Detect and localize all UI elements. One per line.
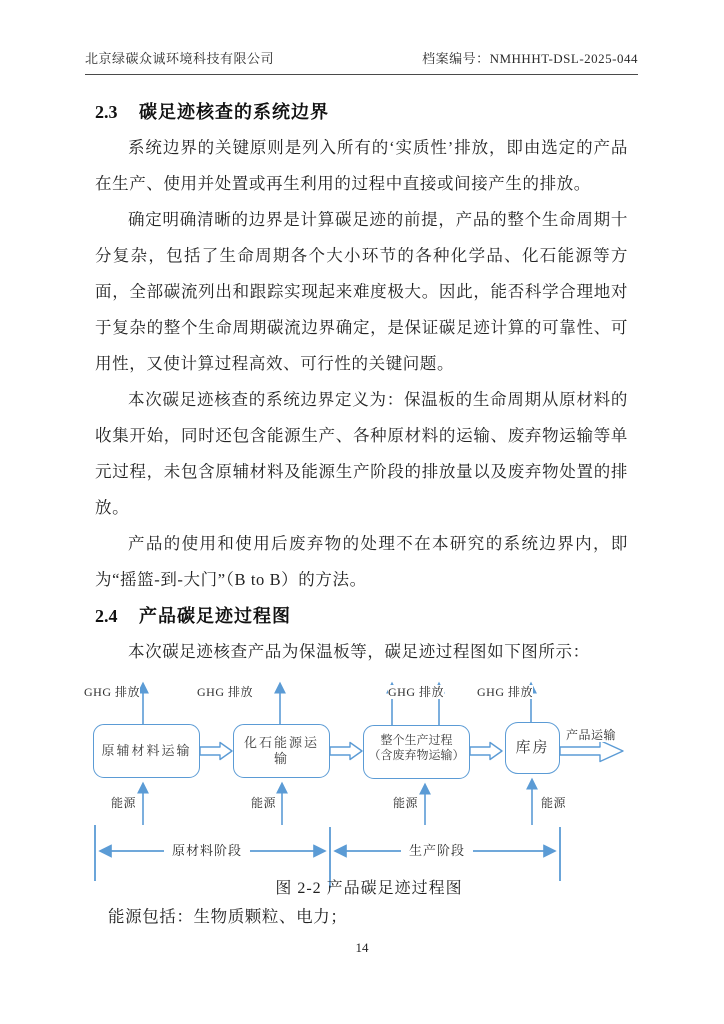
diagram-arrows-layer: [0, 672, 724, 900]
energy-note: 能源包括：生物质颗粒、电力；: [108, 907, 348, 926]
section-2-3-title: 碳足迹核查的系统边界: [139, 102, 329, 122]
process-box-fossil-energy-transport: [233, 724, 330, 778]
process-box-production-process: [363, 725, 470, 779]
page-number: 14: [355, 940, 369, 955]
section-2-4-number: 2.4: [95, 606, 118, 626]
header-company-name: 北京绿碳众诚环境科技有限公司: [85, 51, 275, 66]
paragraph: 本次碳足迹核查的系统边界定义为：保温板的生命周期从原材料的收集开始，同时还包含能源生产、各种原材料的运输、废弃物运输等单元过程，未包含原辅材料及能源生产阶段的排放量以及废弃物处置的排放。: [95, 390, 628, 517]
process-box-raw-material-transport: [93, 724, 200, 778]
section-2-3-number: 2.3: [95, 102, 118, 122]
process-box-label: 原辅材料运输: [101, 743, 192, 758]
header-archive-number: 档案编号：NMHHHT-DSL-2025-044: [422, 51, 638, 66]
ghg-emission-label: GHG 排放: [197, 685, 253, 699]
section-2-4-heading: [95, 598, 628, 634]
paragraph: 系统边界的关键原则是列入所有的‘实质性’排放，即由选定的产品在生产、使用并处置或再生利用的过程中直接或间接产生的排放。: [95, 138, 628, 193]
energy-label: 能源: [251, 796, 277, 810]
paragraph: 确定明确清晰的边界是计算碳足迹的前提，产品的整个生命周期十分复杂，包括了生命周期各个大小环节的各种化学品、化石能源等方面，全部碳流列出和跟踪实现起来难度极大。因此，能否科学合理地对于复杂的整个生命周期碳流边界确定，是保证碳足迹计算的可靠性、可用性，又使计算过程高效、可行性的关键问题。: [95, 210, 628, 373]
paragraph: 产品的使用和使用后废弃物的处理不在本研究的系统边界内，即为“摇篮-到-大门”（B to B）的方法。: [95, 534, 628, 589]
process-box-label: 输: [273, 751, 289, 766]
process-box-label: （含废弃物运输）: [368, 748, 465, 762]
energy-label: 能源: [541, 796, 567, 810]
product-transport-label: 产品运输: [566, 728, 617, 742]
process-box-label: 化石能源运: [243, 735, 319, 750]
section-2-3-heading: [95, 94, 628, 130]
process-box-label: 整个生产过程: [380, 733, 453, 747]
energy-up-arrows: [143, 780, 532, 825]
carbon-footprint-process-diagram: [0, 672, 724, 900]
process-box-label: 库房: [515, 740, 550, 756]
ghg-emission-label: GHG 排放: [84, 685, 140, 699]
ghg-emission-label: GHG 排放: [388, 685, 444, 699]
stage-label-raw-material: 原材料阶段: [164, 843, 250, 859]
section-2-4-title: 产品碳足迹过程图: [139, 606, 291, 626]
paragraph: 本次碳足迹核查产品为保温板等，碳足迹过程图如下图所示：: [128, 642, 590, 661]
energy-label: 能源: [393, 796, 419, 810]
ghg-emission-label: GHG 排放: [477, 685, 533, 699]
page-header: [85, 48, 638, 75]
process-box-warehouse: [505, 722, 560, 774]
figure-caption: 图 2-2 产品碳足迹过程图: [275, 880, 463, 897]
product-output-arrow: [560, 741, 623, 762]
document-content: [84, 88, 628, 934]
energy-label: 能源: [111, 796, 137, 810]
stage-label-production: 生产阶段: [401, 843, 473, 859]
